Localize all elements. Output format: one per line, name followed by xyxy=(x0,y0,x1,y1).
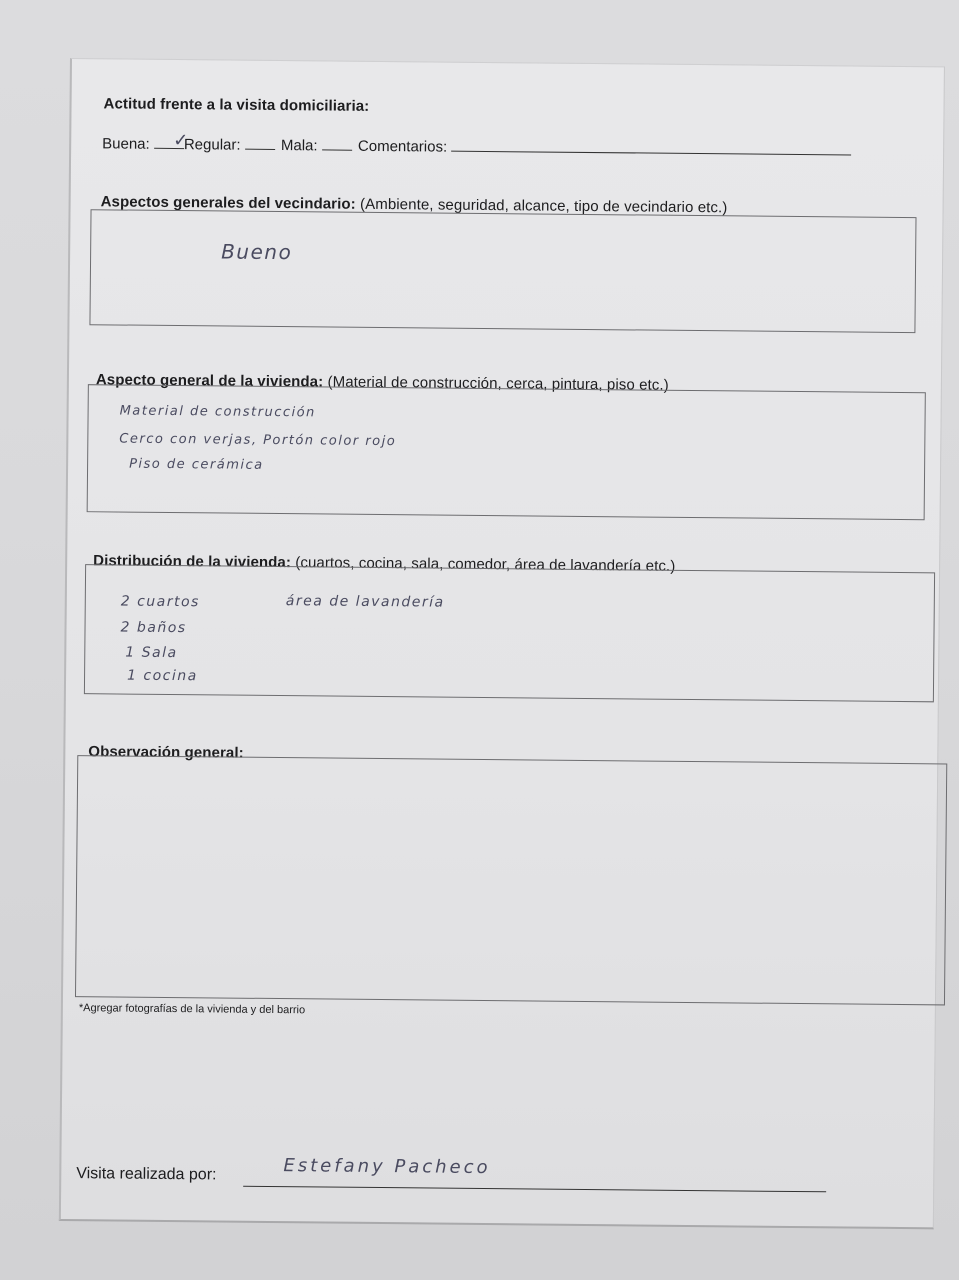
distribution-line-1: 2 cuartos xyxy=(120,593,200,611)
regular-label: Regular: xyxy=(183,136,241,154)
comentarios-blank[interactable] xyxy=(451,139,851,156)
buena-check-mark: ✓ xyxy=(173,129,189,151)
attitude-heading: Actitud frente a la visita domiciliaria: xyxy=(103,95,370,115)
attitude-options xyxy=(102,135,851,159)
distribution-line-2: 2 baños xyxy=(120,619,187,637)
signature-line[interactable] xyxy=(243,1185,826,1193)
observation-box[interactable] xyxy=(75,755,947,1005)
photo-footnote: *Agregar fotografías de la vivienda y del barrio xyxy=(78,1002,306,1017)
neighborhood-subheading: (Ambiente, seguridad, alcance, tipo de vecindario etc.) xyxy=(359,195,728,217)
comentarios-label: Comentarios: xyxy=(357,137,448,156)
housing-heading: Aspecto general de la vivienda: xyxy=(95,371,324,391)
neighborhood-heading: Aspectos generales del vecindario: xyxy=(100,193,356,213)
distribution-heading: Distribución de la vivienda: xyxy=(93,552,292,572)
observation-heading: Observación general: xyxy=(88,743,244,762)
signature-label: Visita realizada por: xyxy=(76,1165,217,1184)
signature-handwritten: Estefany Pacheco xyxy=(283,1155,491,1179)
housing-line-1: Material de construcción xyxy=(119,403,316,421)
distribution-box[interactable] xyxy=(84,564,935,702)
distribution-line-3: 1 Sala xyxy=(125,644,178,662)
distribution-line-4: 1 cocina xyxy=(126,667,198,685)
distribution-subheading: (cuartos, cocina, sala, comedor, área de lavandería etc.) xyxy=(295,554,676,575)
neighborhood-handwritten: Bueno xyxy=(221,239,293,265)
mala-label: Mala: xyxy=(280,137,318,155)
buena-label: Buena: xyxy=(102,135,150,153)
housing-box[interactable] xyxy=(87,384,926,520)
neighborhood-box[interactable] xyxy=(89,209,916,333)
distribution-right-note: área de lavandería xyxy=(285,593,445,611)
housing-line-2: Cerco con verjas, Portón color rojo xyxy=(119,431,397,450)
housing-line-3: Piso de cerámica xyxy=(129,456,264,473)
mala-blank[interactable] xyxy=(322,137,352,150)
regular-blank[interactable] xyxy=(245,137,275,150)
housing-subheading: (Material de construcción, cerca, pintura, piso etc.) xyxy=(327,373,669,394)
form-sheet xyxy=(59,58,945,1229)
